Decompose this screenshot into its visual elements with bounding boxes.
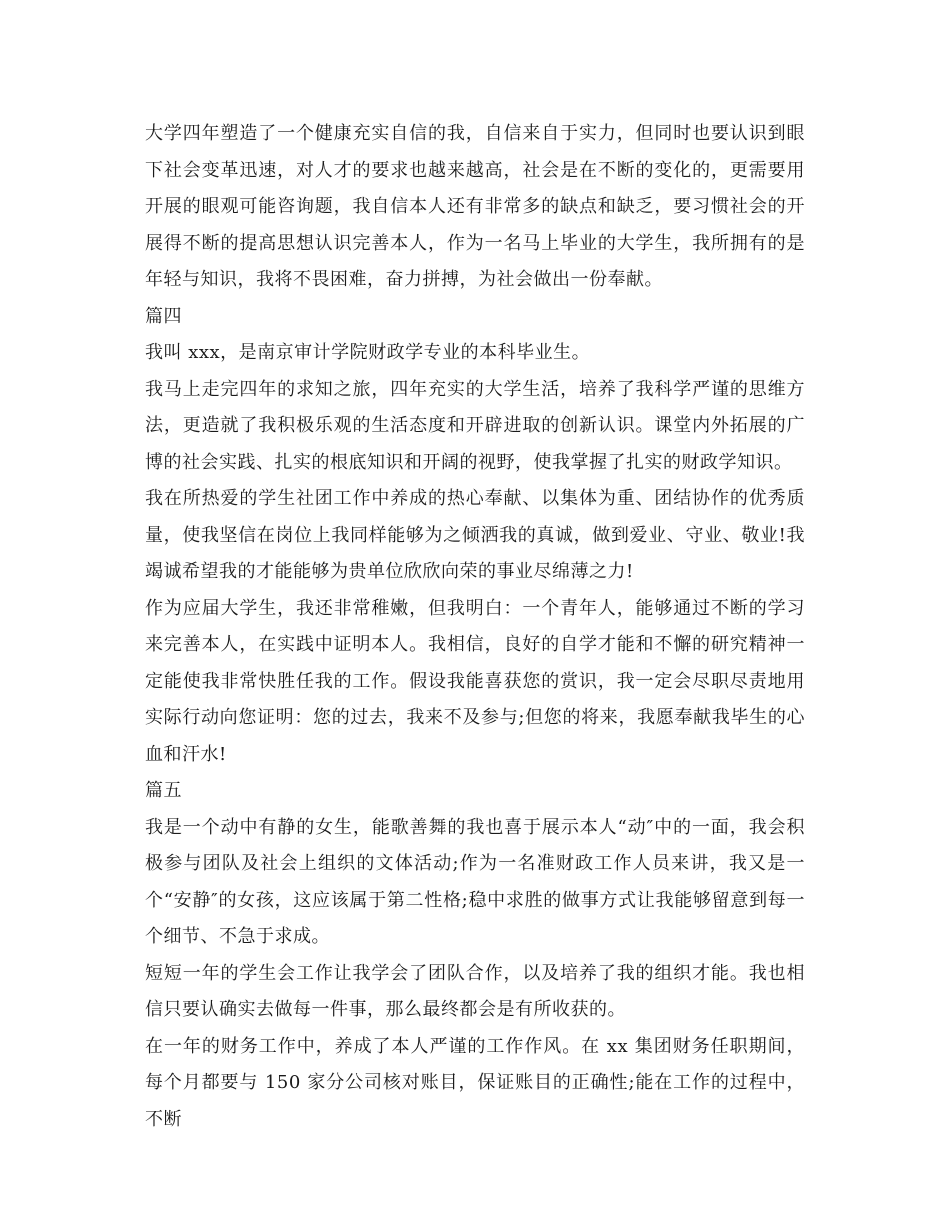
paragraph-club-work: 我在所热爱的学生社团工作中养成的热心奉献、以集体为重、团结协作的优秀质量，使我坚信在岗位上我同样能够为之倾洒我的真诚，做到爱业、守业、敬业!我竭诚希望我的才能能够为贵单位欣欣向荣的事业尽绵薄之力! (145, 488, 805, 582)
paragraph-intro-conclusion: 大学四年塑造了一个健康充实自信的我，自信来自于实力，但同时也要认识到眼下社会变革迅速，对人才的要求也越来越高，社会是在不断的变化的，更需要用开展的眼观可能咨询题，我自信本人还有非常多的缺点和缺乏，要习惯社会的开展得不断的提高思想认识完善本人，作为一名马上毕业的大学生，我所拥有的是年轻与知识，我将不畏困难，奋力拼搏，为社会做出一份奉献。 (145, 123, 805, 290)
paragraph-graduate: 作为应届大学生，我还非常稚嫩，但我明白：一个青年人，能够通过不断的学习来完善本人，在实践中证明本人。我相信，良好的自学才能和不懈的研究精神一定能使我非常快胜任我的工作。假设我能喜获您的赏识，我一定会尽职尽责地用实际行动向您证明：您的过去，我来不及参与;但您的将来，我愿奉献我毕生的心血和汗水! (145, 597, 805, 765)
paragraph-personality: 我是一个动中有静的女生，能歌善舞的我也喜于展示本人“动″中的一面，我会积极参与团队及社会上组织的文体活动;作为一名准财政工作人员来讲，我又是一个“安静″的女孩，这应该属于第二性格;稳中求胜的做事方式让我能够留意到每一个细节、不急于求成。 (145, 816, 805, 947)
paragraph-study: 我马上走完四年的求知之旅，四年充实的大学生活，培养了我科学严谨的思维方法，更造就了我积极乐观的生活态度和开辟进取的创新认识。课堂内外拓展的广博的社会实践、扎实的根底知识和开阔的视野，使我掌握了扎实的财政学知识。 (145, 378, 805, 473)
section-heading-5: 篇五 (145, 780, 182, 801)
paragraph-self-intro: 我叫 xxx，是南京审计学院财政学专业的本科毕业生。 (145, 342, 591, 363)
paragraph-student-union: 短短一年的学生会工作让我学会了团队合作，以及培养了我的组织才能。我也相信只要认确实去做每一件事，那么最终都会是有所收获的。 (145, 962, 805, 1020)
document-body (145, 116, 805, 1138)
section-heading-4: 篇四 (145, 305, 182, 327)
paragraph-finance-work: 在一年的财务工作中，养成了本人严谨的工作作风。在 xx 集团财务任职期间，每个月都要与 150 家分公司核对账目，保证账目的正确性;能在工作的过程中，不断 (145, 1035, 805, 1130)
